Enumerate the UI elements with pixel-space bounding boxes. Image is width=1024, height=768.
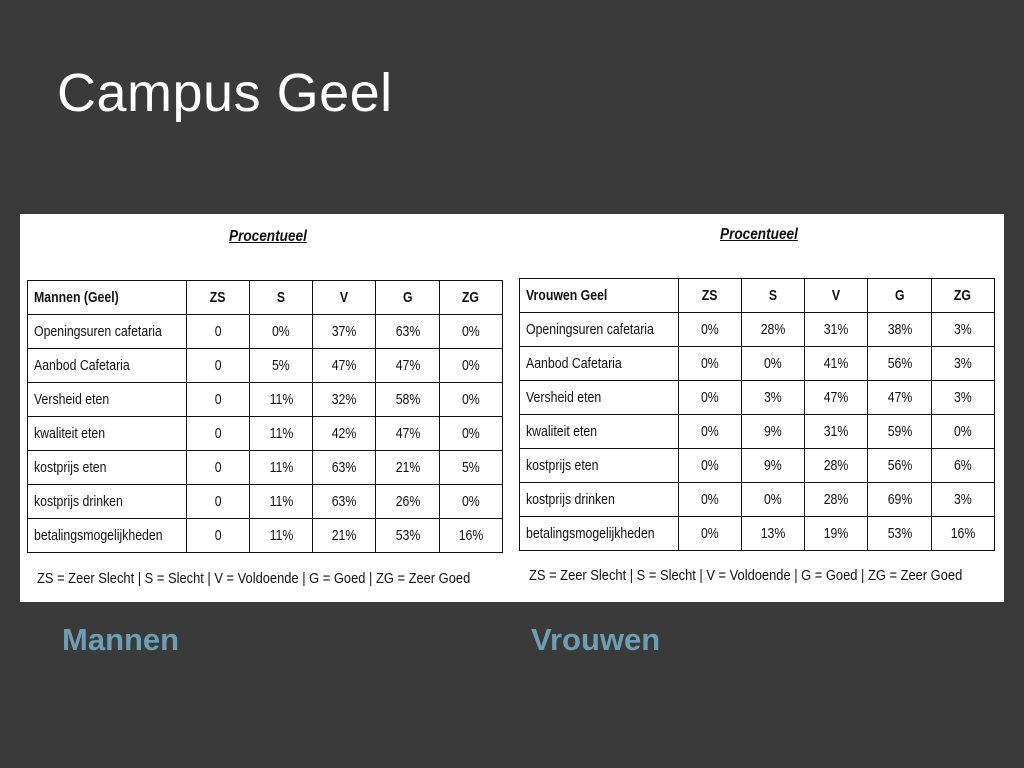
table-cell-v: 28%	[805, 483, 868, 517]
men-table-header-row	[28, 281, 503, 315]
men-column-header: G	[376, 281, 439, 315]
table-row	[28, 349, 503, 383]
women-table-corner-label: Vrouwen Geel	[520, 279, 679, 313]
table-cell-v: 47%	[805, 381, 868, 415]
table-cell-v: 41%	[805, 347, 868, 381]
table-cell-s: 11%	[249, 519, 312, 553]
table-cell-g: 47%	[868, 381, 931, 415]
table-row	[520, 517, 995, 551]
table-cell-zg: 3%	[931, 313, 994, 347]
table-row	[28, 519, 503, 553]
women-table-legend: ZS = Zeer Slecht | S = Slecht | V = Voldoende | G = Goed | ZG = Zeer Goed	[529, 567, 963, 584]
table-cell-s: 28%	[741, 313, 804, 347]
table-cell-g: 47%	[376, 417, 439, 451]
table-row	[28, 485, 503, 519]
row-label: kostprijs eten	[520, 449, 679, 483]
women-column-header: S	[741, 279, 804, 313]
men-column-header: V	[313, 281, 376, 315]
table-cell-s: 11%	[249, 383, 312, 417]
table-cell-zg: 0%	[439, 417, 502, 451]
row-label: Openingsuren cafetaria	[520, 313, 679, 347]
table-cell-s: 13%	[741, 517, 804, 551]
table-cell-v: 63%	[313, 485, 376, 519]
table-cell-zs: 0%	[678, 517, 741, 551]
row-label: kostprijs drinken	[28, 485, 187, 519]
table-row	[520, 381, 995, 415]
slide-title: Campus Geel	[57, 63, 393, 123]
table-row	[520, 449, 995, 483]
table-cell-s: 0%	[741, 347, 804, 381]
women-survey-table	[519, 278, 995, 551]
table-cell-zs: 0%	[678, 347, 741, 381]
table-row	[28, 451, 503, 485]
women-table-header-row	[520, 279, 995, 313]
men-column-header: ZS	[186, 281, 249, 315]
table-cell-zg: 3%	[931, 381, 994, 415]
row-label: Aanbod Cafetaria	[520, 347, 679, 381]
table-cell-zg: 6%	[931, 449, 994, 483]
table-cell-v: 47%	[313, 349, 376, 383]
table-cell-zs: 0	[186, 349, 249, 383]
row-label: kwaliteit eten	[28, 417, 187, 451]
table-cell-g: 53%	[868, 517, 931, 551]
row-label: betalingsmogelijkheden	[520, 517, 679, 551]
table-cell-g: 47%	[376, 349, 439, 383]
table-cell-s: 11%	[249, 451, 312, 485]
row-label: Versheid eten	[28, 383, 187, 417]
men-table-corner-label: Mannen (Geel)	[28, 281, 187, 315]
table-cell-s: 9%	[741, 415, 804, 449]
table-cell-v: 42%	[313, 417, 376, 451]
table-cell-zg: 0%	[439, 349, 502, 383]
table-cell-s: 11%	[249, 417, 312, 451]
table-cell-zg: 3%	[931, 347, 994, 381]
men-table-heading: Procentueel	[229, 228, 307, 245]
men-table-legend: ZS = Zeer Slecht | S = Slecht | V = Voldoende | G = Goed | ZG = Zeer Goed	[37, 570, 471, 587]
men-survey-table	[27, 280, 503, 553]
row-label: Versheid eten	[520, 381, 679, 415]
table-row	[520, 415, 995, 449]
table-cell-s: 0%	[249, 315, 312, 349]
table-cell-zg: 0%	[439, 383, 502, 417]
table-cell-v: 31%	[805, 313, 868, 347]
row-label: kostprijs eten	[28, 451, 187, 485]
table-cell-zg: 5%	[439, 451, 502, 485]
table-row	[28, 417, 503, 451]
table-cell-v: 31%	[805, 415, 868, 449]
table-cell-zs: 0	[186, 451, 249, 485]
row-label: Aanbod Cafetaria	[28, 349, 187, 383]
women-column-header: ZG	[931, 279, 994, 313]
table-cell-s: 5%	[249, 349, 312, 383]
table-cell-zg: 0%	[931, 415, 994, 449]
table-cell-s: 11%	[249, 485, 312, 519]
table-cell-zs: 0	[186, 383, 249, 417]
row-label: Openingsuren cafetaria	[28, 315, 187, 349]
table-row	[520, 347, 995, 381]
table-row	[28, 383, 503, 417]
women-column-header: V	[805, 279, 868, 313]
table-cell-s: 3%	[741, 381, 804, 415]
table-cell-s: 9%	[741, 449, 804, 483]
table-cell-g: 53%	[376, 519, 439, 553]
women-column-header: G	[868, 279, 931, 313]
table-cell-v: 32%	[313, 383, 376, 417]
table-cell-g: 21%	[376, 451, 439, 485]
table-cell-zs: 0	[186, 485, 249, 519]
table-cell-zs: 0	[186, 417, 249, 451]
table-cell-zg: 0%	[439, 315, 502, 349]
table-cell-zs: 0%	[678, 483, 741, 517]
women-table-heading: Procentueel	[720, 226, 798, 243]
table-cell-g: 69%	[868, 483, 931, 517]
table-row	[520, 313, 995, 347]
table-row	[520, 483, 995, 517]
table-cell-g: 26%	[376, 485, 439, 519]
table-cell-zs: 0%	[678, 449, 741, 483]
table-cell-zg: 3%	[931, 483, 994, 517]
table-cell-zg: 16%	[439, 519, 502, 553]
table-cell-g: 56%	[868, 347, 931, 381]
row-label: betalingsmogelijkheden	[28, 519, 187, 553]
table-row	[28, 315, 503, 349]
table-cell-zs: 0%	[678, 381, 741, 415]
table-cell-v: 37%	[313, 315, 376, 349]
table-cell-g: 59%	[868, 415, 931, 449]
table-cell-zs: 0	[186, 315, 249, 349]
table-cell-g: 63%	[376, 315, 439, 349]
men-caption: Mannen	[62, 622, 180, 657]
row-label: kwaliteit eten	[520, 415, 679, 449]
table-cell-zs: 0%	[678, 313, 741, 347]
table-cell-s: 0%	[741, 483, 804, 517]
table-cell-v: 21%	[313, 519, 376, 553]
row-label: kostprijs drinken	[520, 483, 679, 517]
men-column-header: S	[249, 281, 312, 315]
table-cell-v: 28%	[805, 449, 868, 483]
women-column-header: ZS	[678, 279, 741, 313]
table-cell-v: 19%	[805, 517, 868, 551]
table-cell-v: 63%	[313, 451, 376, 485]
table-cell-g: 56%	[868, 449, 931, 483]
women-caption: Vrouwen	[531, 622, 661, 657]
men-column-header: ZG	[439, 281, 502, 315]
table-cell-zg: 16%	[931, 517, 994, 551]
tables-image-panel	[20, 214, 1004, 602]
table-cell-g: 38%	[868, 313, 931, 347]
table-cell-zs: 0%	[678, 415, 741, 449]
table-cell-g: 58%	[376, 383, 439, 417]
table-cell-zs: 0	[186, 519, 249, 553]
table-cell-zg: 0%	[439, 485, 502, 519]
